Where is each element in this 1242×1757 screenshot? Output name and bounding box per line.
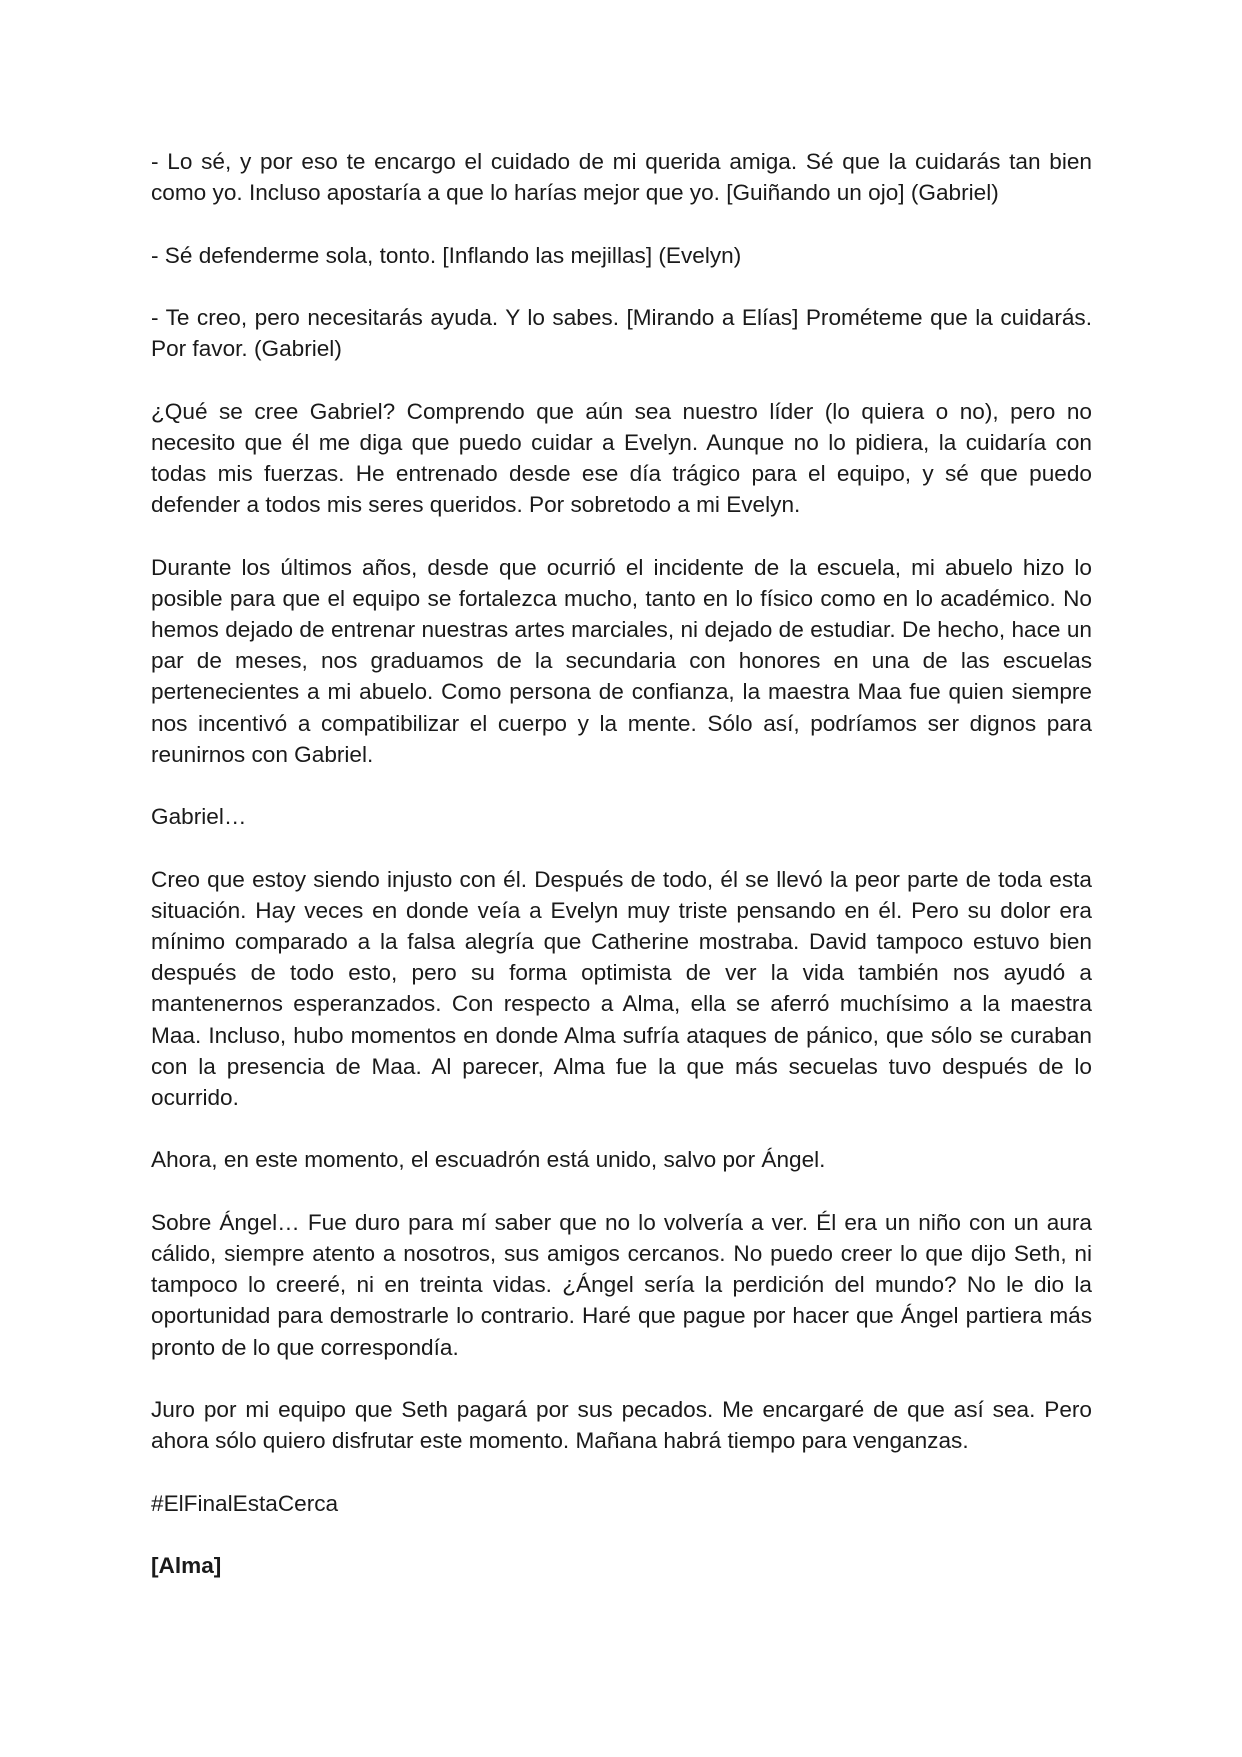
dialogue-paragraph: - Sé defenderme sola, tonto. [Inflando las mejillas] (Evelyn): [151, 242, 742, 268]
document-page: [151, 146, 1092, 1612]
body-paragraph: Sobre Ángel… Fue duro para mí saber que no lo volvería a ver. Él era un niño con un aura cálido, siempre atento a nosotros, sus amigos cercanos. No puedo creer lo que dijo Seth, ni tampoco lo creeré, ni en treinta vidas. ¿Ángel sería la perdición del mundo? No le dio la oportunidad para demostrarle lo contrario. Haré que pague por hacer que Ángel partiera más pronto de lo que correspondía.: [151, 1209, 1092, 1360]
body-paragraph: Juro por mi equipo que Seth pagará por sus pecados. Me encargaré de que así sea. Pero ahora sólo quiero disfrutar este momento. Mañana habrá tiempo para venganzas.: [151, 1396, 1092, 1454]
hashtag-line: #ElFinalEstaCerca: [151, 1490, 339, 1516]
body-paragraph: Gabriel…: [151, 804, 247, 830]
body-paragraph: Creo que estoy siendo injusto con él. Después de todo, él se llevó la peor parte de toda esta situación. Hay veces en donde veía a Evelyn muy triste pensando en él. Pero su dolor era mínimo comparado a la falsa alegría que Catherine mostraba. David tampoco estuvo bien después de todo esto, pero su forma optimista de ver la vida también nos ayudó a mantenernos esperanzados. Con respecto a Alma, ella se aferró muchísimo a la maestra Maa. Incluso, hubo momentos en donde Alma sufría ataques de pánico, que sólo se curaban con la presencia de Maa. Al parecer, Alma fue la que más secuelas tuvo después de lo ocurrido.: [151, 866, 1092, 1110]
body-paragraph: Durante los últimos años, desde que ocurrió el incidente de la escuela, mi abuelo hizo lo posible para que el equipo se fortalezca mucho, tanto en lo físico como en lo académico. No hemos dejado de entrenar nuestras artes marciales, ni dejado de estudiar. De hecho, hace un par de meses, nos graduamos de la secundaria con honores en una de las escuelas pertenecientes a mi abuelo. Como persona de confianza, la maestra Maa fue quien siempre nos incentivó a compatibilizar el cuerpo y la mente. Sólo así, podríamos ser dignos para reunirnos con Gabriel.: [151, 554, 1092, 767]
section-heading: [Alma]: [151, 1552, 222, 1578]
body-paragraph: Ahora, en este momento, el escuadrón está unido, salvo por Ángel.: [151, 1147, 826, 1173]
dialogue-paragraph: - Te creo, pero necesitarás ayuda. Y lo sabes. [Mirando a Elías] Prométeme que la cuidarás. Por favor. (Gabriel): [151, 304, 1092, 362]
body-paragraph: ¿Qué se cree Gabriel? Comprendo que aún sea nuestro líder (lo quiera o no), pero no necesito que él me diga que puedo cuidar a Evelyn. Aunque no lo pidiera, la cuidaría con todas mis fuerzas. He entrenado desde ese día trágico para el equipo, y sé que puedo defender a todos mis seres queridos. Por sobretodo a mi Evelyn.: [151, 398, 1092, 518]
dialogue-paragraph: - Lo sé, y por eso te encargo el cuidado de mi querida amiga. Sé que la cuidarás tan bien como yo. Incluso apostaría a que lo harías mejor que yo. [Guiñando un ojo] (Gabriel): [151, 149, 1092, 206]
